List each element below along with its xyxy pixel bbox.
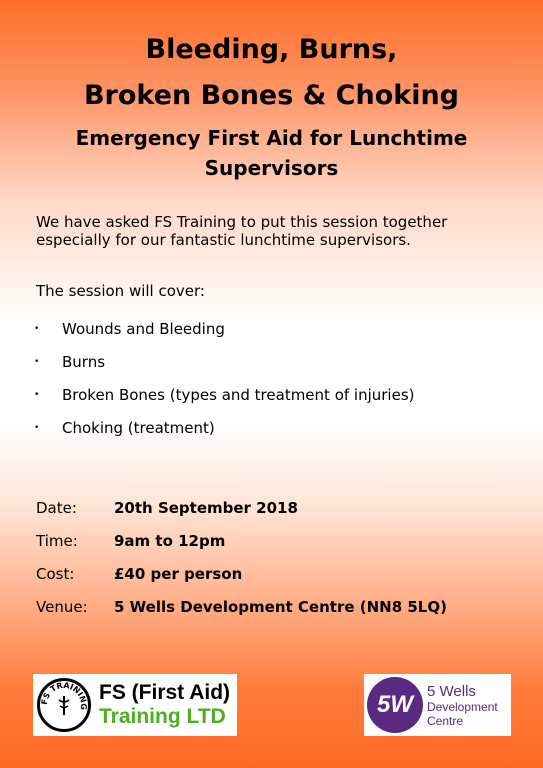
- bullet-icon: •: [34, 356, 40, 367]
- topic-label: Choking (treatment): [62, 418, 215, 437]
- intro-text: We have asked FS Training to put this session together especially for our fantastic lunchtime supervisors.: [36, 213, 448, 249]
- subtitle-line-1: Emergency First Aid for Lunchtime: [75, 126, 468, 150]
- fs-badge-text: FS TRAINING: [40, 681, 88, 711]
- list-item: [32, 378, 512, 411]
- bullet-icon: •: [34, 323, 40, 334]
- title-line-1: Bleeding, Burns,: [145, 34, 398, 65]
- time-value: 9am to 12pm: [114, 531, 226, 550]
- subtitle-line-2: Supervisors: [204, 156, 339, 180]
- topic-list: [32, 312, 512, 444]
- list-item: [32, 345, 512, 378]
- topic-label: Wounds and Bleeding: [62, 319, 225, 338]
- topic-label: Burns: [62, 352, 106, 371]
- date-row: [36, 491, 447, 524]
- fs-badge-icon: [37, 678, 91, 732]
- date-label: Date:: [36, 498, 77, 517]
- five-wells-line-1: 5 Wells: [427, 682, 476, 700]
- five-wells-line-3: Centre: [427, 713, 464, 728]
- list-item: [32, 312, 512, 345]
- venue-row: [36, 590, 447, 623]
- title-line-2: Broken Bones & Choking: [83, 80, 460, 111]
- time-label: Time:: [36, 531, 78, 550]
- bullet-icon: •: [34, 389, 40, 400]
- venue-value: 5 Wells Development Centre (NN8 5LQ): [114, 597, 447, 616]
- fs-logo-line-2: Training LTD: [99, 705, 226, 728]
- event-details: [36, 491, 447, 623]
- five-wells-logo: [364, 674, 511, 736]
- five-wells-mark-icon: 5W: [367, 677, 423, 733]
- cost-value: £40 per person: [114, 564, 243, 583]
- fs-training-logo: [33, 674, 237, 736]
- time-row: [36, 524, 447, 557]
- date-value: 20th September 2018: [114, 498, 298, 517]
- topic-label: Broken Bones (types and treatment of injuries): [62, 385, 415, 404]
- venue-label: Venue:: [36, 597, 88, 616]
- list-item: [32, 411, 512, 444]
- five-wells-line-2: Development: [427, 699, 498, 714]
- cost-row: [36, 557, 447, 590]
- bullet-icon: •: [34, 422, 40, 433]
- fs-logo-line-1: FS (First Aid): [99, 681, 231, 704]
- cost-label: Cost:: [36, 564, 75, 583]
- session-cover-label: The session will cover:: [36, 282, 205, 300]
